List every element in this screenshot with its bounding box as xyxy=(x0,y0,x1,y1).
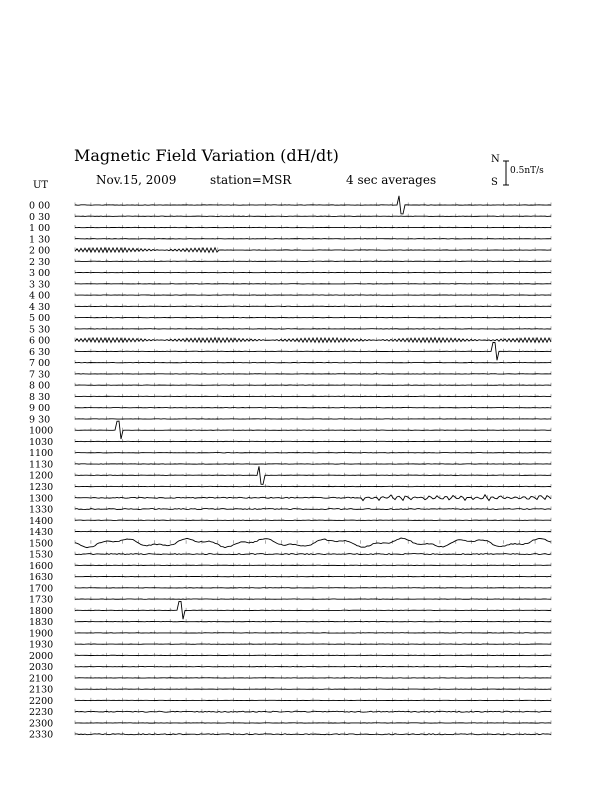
row-label: 2030 xyxy=(29,662,54,674)
minute-ticks xyxy=(75,270,551,274)
averaging-label: 4 sec averages xyxy=(346,173,437,187)
minute-ticks xyxy=(75,664,551,668)
row-label: 1300 xyxy=(29,493,54,505)
row-label: 5 00 xyxy=(29,313,51,325)
row-label: 2000 xyxy=(29,650,54,662)
minute-ticks xyxy=(75,371,551,375)
row-label: 1330 xyxy=(29,504,54,516)
trace-line xyxy=(75,342,551,360)
trace-line xyxy=(75,601,551,619)
row-label: 1000 xyxy=(29,425,54,437)
row-label: 1230 xyxy=(29,482,54,493)
row-label: 6 00 xyxy=(29,335,51,347)
row-label: 2330 xyxy=(29,729,54,741)
row-label: 1600 xyxy=(29,560,54,572)
ut-axis-label: UT xyxy=(33,180,49,191)
minute-ticks xyxy=(75,214,551,218)
trace-line xyxy=(75,734,551,735)
row-label: 1900 xyxy=(29,628,54,640)
row-label: 9 30 xyxy=(29,414,51,426)
row-label: 2200 xyxy=(29,695,54,707)
row-label: 7 00 xyxy=(29,358,51,370)
row-label: 2100 xyxy=(29,673,54,685)
row-label: 3 30 xyxy=(29,279,51,291)
row-label: 1030 xyxy=(29,436,54,448)
row-label: 1630 xyxy=(29,572,54,584)
row-label: 6 30 xyxy=(29,346,51,358)
row-label: 1 30 xyxy=(29,234,51,246)
row-label: 2130 xyxy=(29,684,54,696)
date-label: Nov.15, 2009 xyxy=(96,173,177,187)
trace-line xyxy=(75,421,551,439)
row-label: 1530 xyxy=(29,549,54,561)
row-label: 1830 xyxy=(29,617,54,629)
row-label: 1130 xyxy=(29,459,54,471)
chart-title: Magnetic Field Variation (dH/dt) xyxy=(74,146,339,165)
station-label: station=MSR xyxy=(210,173,292,187)
row-label: 8 00 xyxy=(29,380,51,392)
row-label: 0 00 xyxy=(29,200,51,212)
row-label: 2300 xyxy=(29,718,54,730)
row-label: 1700 xyxy=(29,583,54,595)
row-label: 4 30 xyxy=(29,301,51,313)
row-label: 1430 xyxy=(29,527,54,539)
scale-value-label: 0.5nT/s xyxy=(510,166,544,176)
scale-north-label: N xyxy=(491,154,500,165)
minute-ticks xyxy=(75,698,551,702)
row-label: 1930 xyxy=(29,639,54,651)
row-label: 3 00 xyxy=(29,268,51,280)
row-label: 9 00 xyxy=(29,403,51,415)
minute-ticks xyxy=(75,608,551,612)
row-label: 1500 xyxy=(29,538,54,550)
row-label: 1 00 xyxy=(29,223,51,235)
row-label: 1100 xyxy=(29,448,54,460)
row-label: 1200 xyxy=(29,470,54,482)
row-label: 2 00 xyxy=(29,245,51,257)
row-label: 4 00 xyxy=(29,290,51,302)
scale-bar xyxy=(503,161,509,185)
row-label: 8 30 xyxy=(29,391,51,403)
minute-ticks xyxy=(75,293,551,297)
trace-line xyxy=(75,466,551,484)
row-label: 0 30 xyxy=(29,211,51,223)
scale-south-label: S xyxy=(491,177,498,188)
row-label: 7 30 xyxy=(29,369,51,381)
trace-line xyxy=(75,196,551,214)
row-label: 1730 xyxy=(29,594,54,606)
minute-ticks xyxy=(75,721,551,725)
row-label: 1400 xyxy=(29,515,54,527)
row-label: 2230 xyxy=(29,707,54,719)
row-label: 5 30 xyxy=(29,324,51,336)
row-label: 1800 xyxy=(29,605,54,617)
row-label: 2 30 xyxy=(29,256,51,268)
